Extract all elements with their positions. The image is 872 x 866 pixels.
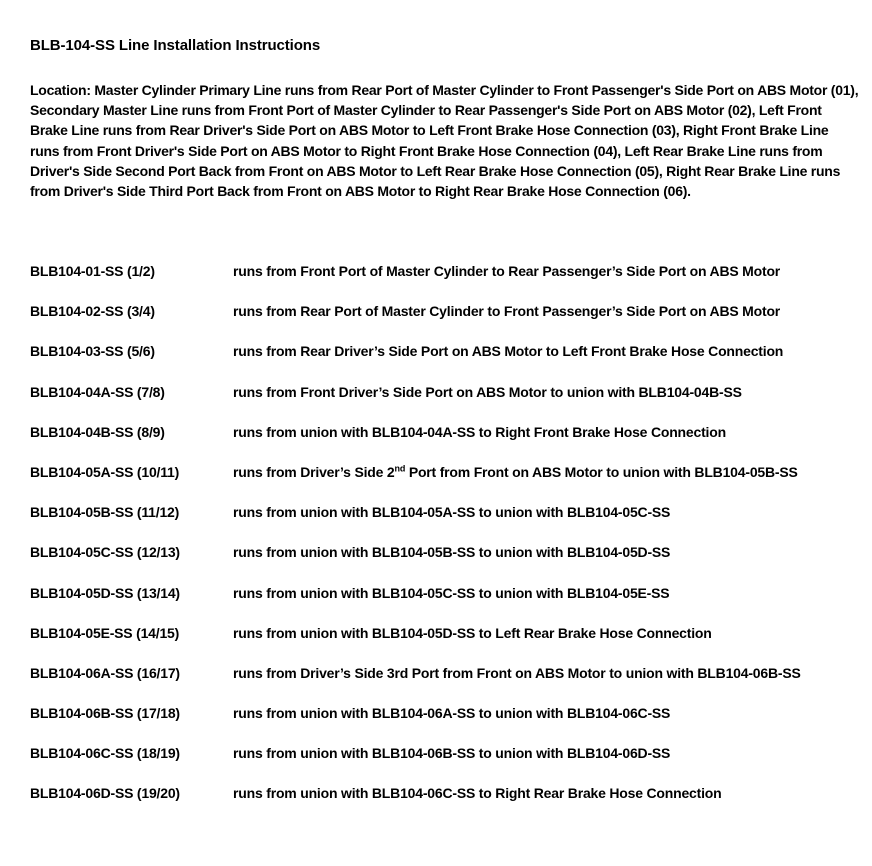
part-code: BLB104-04B-SS (8/9) (30, 423, 165, 440)
route-description: runs from union with BLB104-05D-SS to Left Rear Brake Hose Connection (233, 624, 712, 641)
line-row-05a (30, 462, 860, 502)
line-row-04a (30, 382, 860, 422)
line-row-04b (30, 422, 860, 462)
line-row-06d (30, 783, 860, 823)
part-code: BLB104-05E-SS (14/15) (30, 624, 180, 641)
line-row-05b (30, 502, 860, 542)
part-code: BLB104-06D-SS (19/20) (30, 785, 180, 802)
line-row-06c (30, 743, 860, 783)
route-description: runs from union with BLB104-05C-SS to union with BLB104-05E-SS (233, 584, 670, 601)
line-row-05c (30, 542, 860, 582)
ordinal-suffix: nd (394, 463, 406, 474)
line-list (30, 261, 860, 824)
route-description: runs from union with BLB104-05A-SS to union with BLB104-05C-SS (233, 504, 671, 521)
part-code: BLB104-02-SS (3/4) (30, 303, 155, 320)
location-paragraph: Location: Master Cylinder Primary Line runs from Rear Port of Master Cylinder to Front Passenger's Side Port on ABS Motor (01), Secondary Master Line runs from Front Port of Master Cylinder to Rear Passenger's Side Port on ABS Motor (02), Left Front Brake Line runs from Rear Driver's Side Port on ABS Motor to Left Front Brake Hose Connection (03), Right Front Brake Line runs from Front Driver's Side Port on ABS Motor to Right Front Brake Hose Connection (04), Left Rear Brake Line runs from Driver's Side Second Port Back from Front on ABS Motor to Left Rear Brake Hose Connection (05), Right Rear Brake Line runs from Driver's Side Third Port Back from Front on ABS Motor to Right Rear Brake Hose Connection (06). (30, 82, 859, 200)
document-body (30, 36, 860, 802)
line-row-05d (30, 583, 860, 623)
part-code: BLB104-05C-SS (12/13) (30, 544, 180, 561)
route-description: runs from union with BLB104-06A-SS to union with BLB104-06C-SS (233, 705, 671, 722)
part-code: BLB104-06B-SS (17/18) (30, 705, 180, 722)
route-description: runs from Front Driver’s Side Port on ABS Motor to union with BLB104-04B-SS (233, 383, 742, 400)
route-description: runs from union with BLB104-04A-SS to Right Front Brake Hose Connection (233, 423, 726, 440)
document-title: BLB-104-SS Line Installation Instructions (30, 37, 321, 54)
route-description: runs from Rear Port of Master Cylinder to Front Passenger’s Side Port on ABS Motor (233, 303, 781, 320)
part-code: BLB104-06A-SS (16/17) (30, 664, 180, 681)
part-code: BLB104-03-SS (5/6) (30, 343, 155, 360)
line-row-03 (30, 341, 860, 381)
line-row-05e (30, 623, 860, 663)
line-row-06a (30, 663, 860, 703)
part-code: BLB104-05B-SS (11/12) (30, 504, 180, 521)
route-text-end: Port from Front on ABS Motor to union with BLB104-05B-SS (405, 463, 798, 480)
route-description (233, 462, 798, 482)
route-description: runs from union with BLB104-06B-SS to union with BLB104-06D-SS (233, 745, 671, 762)
line-row-01 (30, 261, 860, 301)
part-code: BLB104-05A-SS (10/11) (30, 463, 180, 480)
part-code: BLB104-06C-SS (18/19) (30, 745, 180, 762)
line-row-02 (30, 301, 860, 341)
route-description: runs from Driver’s Side 3rd Port from Front on ABS Motor to union with BLB104-06B-SS (233, 664, 801, 681)
route-text-start: runs from Driver’s Side 2 (233, 463, 395, 480)
part-code: BLB104-01-SS (1/2) (30, 263, 155, 279)
route-description: runs from union with BLB104-06C-SS to Right Rear Brake Hose Connection (233, 785, 722, 802)
part-code: BLB104-05D-SS (13/14) (30, 584, 180, 601)
part-code: BLB104-04A-SS (7/8) (30, 383, 165, 400)
route-description: runs from union with BLB104-05B-SS to union with BLB104-05D-SS (233, 544, 671, 561)
line-row-06b (30, 703, 860, 743)
route-description: runs from Rear Driver’s Side Port on ABS Motor to Left Front Brake Hose Connection (233, 343, 784, 360)
route-description: runs from Front Port of Master Cylinder to Rear Passenger’s Side Port on ABS Motor (233, 263, 781, 279)
